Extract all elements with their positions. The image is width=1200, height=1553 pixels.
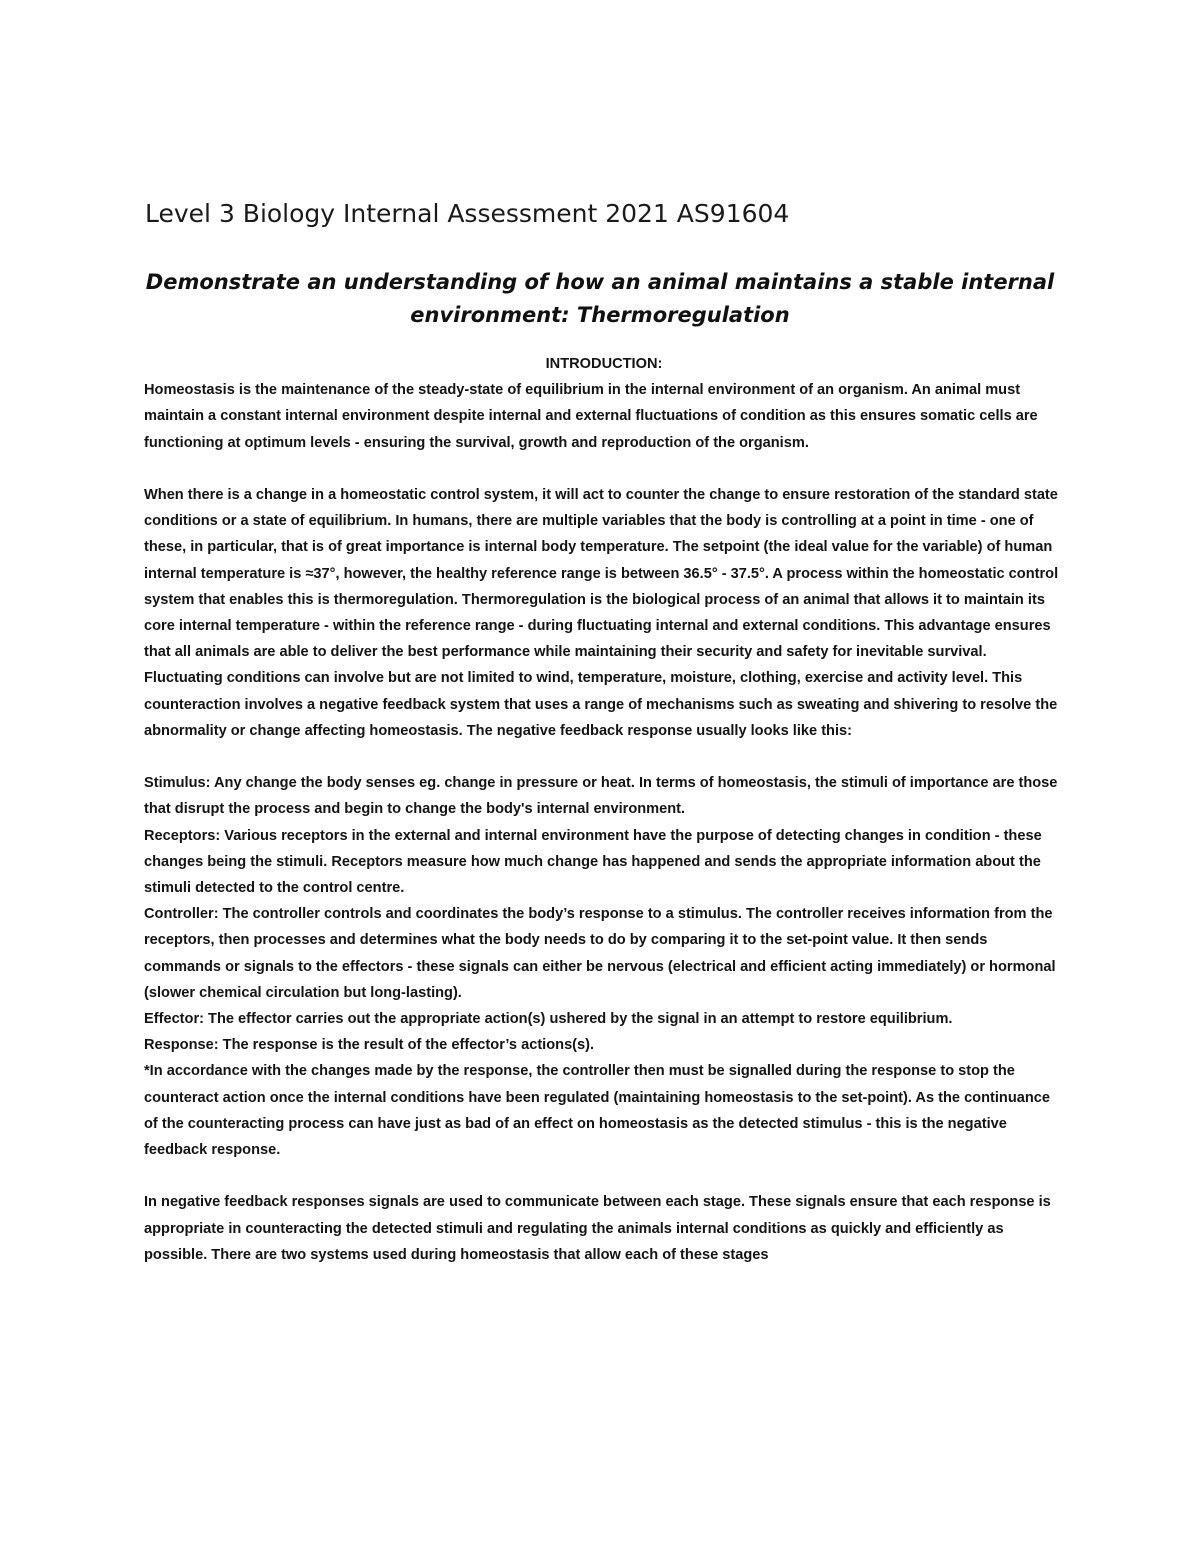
- document-body: [144, 351, 1064, 1268]
- introduction-heading: INTRODUCTION:: [545, 356, 663, 372]
- paragraph-thermoregulation: When there is a change in a homeostatic control system, it will act to counter the change to ensure restoration of the standard state conditions or a state of equilibrium. In humans, there are multiple variables that the body is controlling at a point in time - one of these, in particular, that is of great importance is internal body temperature. The setpoint (the ideal value for the variable) of human internal temperature is ≈37°, however, the healthy reference range is between 36.5° - 37.5°. A process within the homeostatic control system that enables this is thermoregulation. Thermoregulation is the biological process of an animal that allows it to maintain its core internal temperature - within the reference range - during fluctuating internal and external conditions. This advantage ensures that all animals are able to deliver the best performance while maintaining their security and safety for inevitable survival. Fluctuating conditions can involve but are not limited to wind, temperature, moisture, clothing, exercise and activity level. This counteraction involves a negative feedback system that uses a range of mechanisms such as sweating and shivering to resolve the abnormality or change affecting homeostasis. The negative feedback response usually looks like this:: [144, 487, 1059, 739]
- paragraph-homeostasis: Homeostasis is the maintenance of the steady-state of equilibrium in the internal environment of an organism. An animal must maintain a constant internal environment despite internal and external fluctuations of condition as this ensures somatic cells are functioning at optimum levels - ensuring the survival, growth and reproduction of the organism.: [144, 382, 1038, 451]
- paragraph-spacer: [144, 456, 1064, 482]
- definition-effector: Effector: The effector carries out the appropriate action(s) ushered by the signal in an attempt to restore equilibrium.: [144, 1011, 953, 1028]
- paragraph-spacer: [144, 1163, 1064, 1189]
- definition-stimulus: Stimulus: Any change the body senses eg. change in pressure or heat. In terms of homeostasis, the stimuli of importance are those that disrupt the process and begin to change the body's internal environment.: [144, 775, 1058, 818]
- document-title: Level 3 Biology Internal Assessment 2021 AS91604: [145, 199, 790, 228]
- document-subtitle: Demonstrate an understanding of how an animal maintains a stable internal environment: Thermoregulation: [145, 270, 1055, 327]
- definition-receptors: Receptors: Various receptors in the external and internal environment have the purpose of detecting changes in condition - these changes being the stimuli. Receptors measure how much change has happened and sends the appropriate information about the stimuli detected to the control centre.: [144, 827, 1042, 897]
- paragraph-spacer: [144, 744, 1064, 770]
- definition-response: Response: The response is the result of the effector’s actions(s).: [144, 1037, 595, 1054]
- negative-feedback-note: *In accordance with the changes made by the response, the controller then must be signalled during the response to stop the counteract action once the internal conditions have been regulated (maintaining homeostasis to the set-point). As the continuance of the counteracting process can have just as bad of an effect on homeostasis as the detected stimulus - this is the negative feedback response.: [144, 1063, 1051, 1159]
- paragraph-signals: In negative feedback responses signals are used to communicate between each stage. These signals ensure that each response is appropriate in counteracting the detected stimuli and regulating the animals internal conditions as quickly and efficiently as possible. There are two systems used during homeostasis that allow each of these stages: [144, 1194, 1051, 1263]
- definition-controller: Controller: The controller controls and coordinates the body’s response to a stimulus. The controller receives information from the receptors, then processes and determines what the body needs to do by comparing it to the set-point value. It then sends commands or signals to the effectors - these signals can either be nervous (electrical and efficient acting immediately) or hormonal (slower chemical circulation but long-lasting).: [144, 906, 1056, 1001]
